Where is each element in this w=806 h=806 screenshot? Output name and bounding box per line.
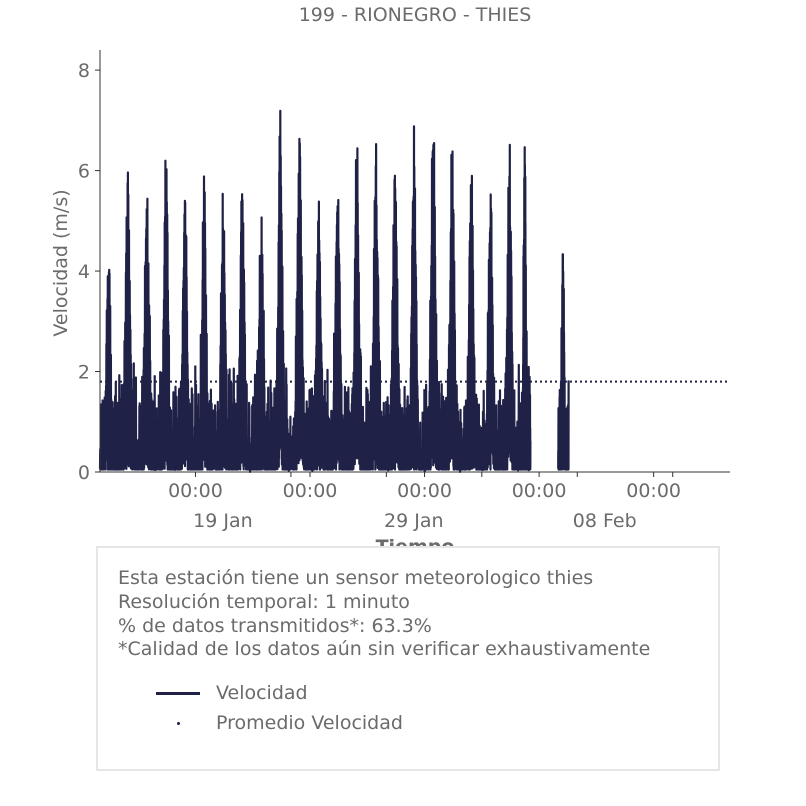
x-tick-label: 00:00 [282,480,338,502]
x-date-sublabel: 19 Jan [193,510,253,532]
legend-item-promedio [156,711,403,735]
velocidad-day-trace [310,202,329,471]
legend-line-swatch [156,692,200,695]
velocidad-day-trace [406,126,425,470]
velocidad-day-trace [367,144,386,469]
legend-label-velocidad: Velocidad [216,682,308,704]
info-resolution-text: Resolución temporal: 1 minuto [118,591,410,613]
y-tick-label: 8 [77,60,90,83]
x-date-sublabel: 29 Jan [384,510,444,532]
velocidad-day-trace [501,145,520,470]
velocidad-day-trace [329,200,348,470]
info-quality-text: *Calidad de los datos aún sin verificar exhaustivamente [118,638,651,660]
y-tick-label: 2 [77,361,90,384]
y-tick-label: 4 [77,261,90,284]
x-date-sublabel: 08 Feb [572,510,637,532]
velocidad-day-trace [253,218,272,470]
velocidad-day-trace [463,176,482,470]
legend-dot-swatch [156,722,200,725]
velocidad-day-trace [138,199,157,470]
plot-area [100,111,730,472]
velocidad-day-trace [558,254,568,469]
velocidad-day-trace [386,176,405,471]
velocidad-day-trace [157,161,176,470]
x-tick-label: 00:00 [397,480,452,502]
velocidad-day-trace [444,152,463,472]
velocidad-day-trace [100,270,119,470]
velocidad-day-trace [176,201,195,470]
y-tick-label: 6 [77,160,90,183]
velocidad-day-trace [291,139,310,470]
chart-title: 199 - RIONEGRO - THIES [298,4,532,26]
info-transmitted-text: % de datos transmitidos*: 63.3% [118,615,432,637]
x-tick-label: 00:00 [511,480,567,502]
velocidad-day-trace [234,194,253,472]
x-tick-label: 00:00 [168,480,223,502]
velocidad-day-trace [272,111,291,471]
info-box [96,546,720,771]
velocidad-day-trace [348,148,367,469]
y-tick-label: 0 [77,462,90,484]
velocidad-day-trace [482,195,501,471]
legend-label-promedio: Promedio Velocidad [216,712,403,734]
info-station-text: Esta estación tiene un sensor meteorologico thies [118,567,594,589]
y-axis-label: Velocidad (m/s) [50,189,72,337]
legend-item-velocidad [156,681,308,705]
velocidad-day-trace [119,173,138,470]
velocidad-day-trace [425,143,444,472]
x-tick-label: 00:00 [626,480,682,502]
velocidad-day-trace [215,194,234,470]
velocidad-day-trace [196,177,215,470]
velocidad-day-trace [520,147,530,470]
